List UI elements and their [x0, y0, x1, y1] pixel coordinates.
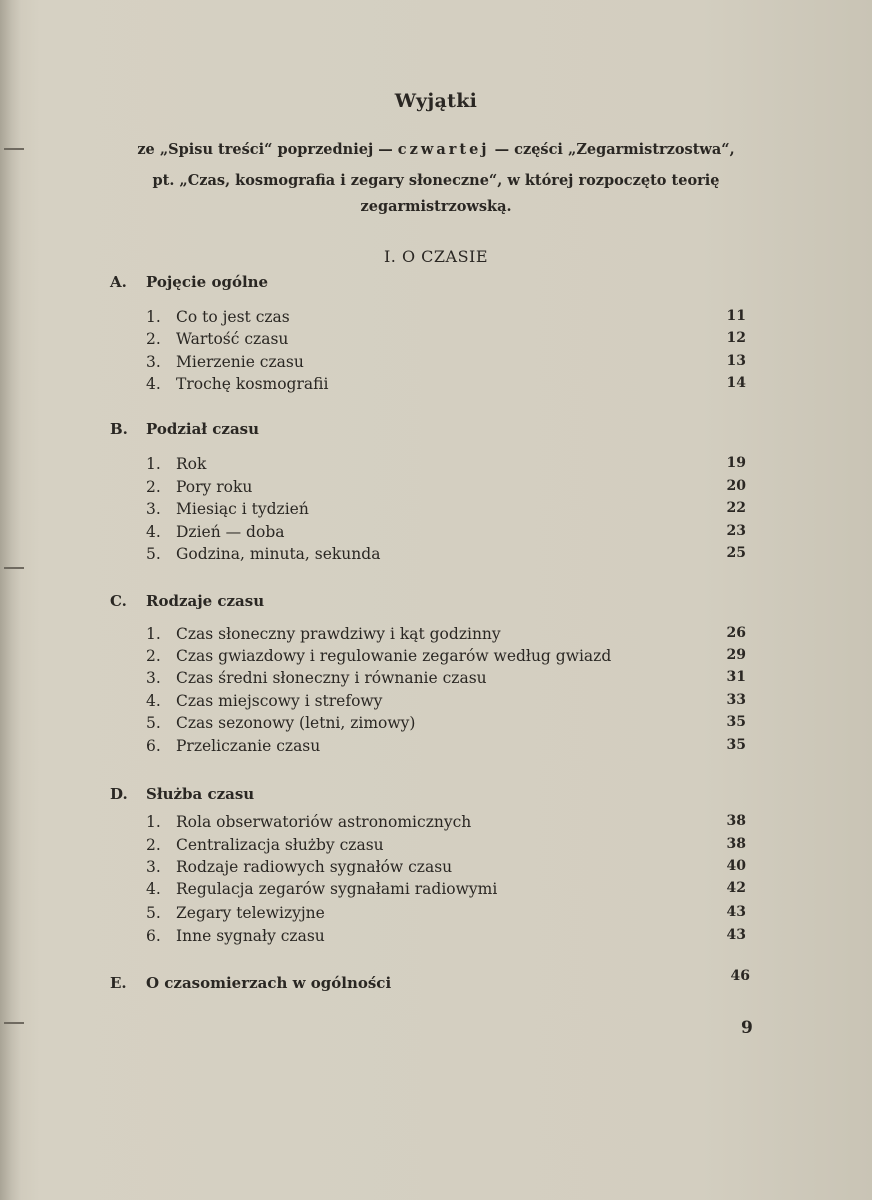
entry-page: 43 [726, 904, 746, 920]
toc-entry [146, 500, 746, 522]
section-title: Służba czasu [146, 785, 255, 803]
section-heading [110, 785, 254, 803]
entry-text: Czas słoneczny prawdziwy i kąt godzinny [176, 625, 501, 643]
toc-entry [146, 308, 746, 330]
toc-entry [146, 647, 746, 669]
entry-text: Przeliczanie czasu [176, 737, 321, 755]
toc-entry [146, 330, 746, 352]
entry-text: Mierzenie czasu [176, 353, 304, 371]
entry-page: 43 [726, 927, 746, 943]
entry-text: Miesiąc i tydzień [176, 500, 309, 518]
entry-page: 12 [726, 330, 746, 346]
entry-text: Czas sezonowy (letni, zimowy) [176, 714, 416, 732]
entry-text: Inne sygnały czasu [176, 927, 325, 945]
entry-number: 2. [146, 478, 161, 496]
intro-spaced-word: czwartej [397, 141, 490, 158]
section-title: Pojęcie ogólne [146, 273, 269, 291]
toc-entry [146, 375, 746, 397]
entry-number: 6. [146, 927, 161, 945]
entry-page: 13 [726, 353, 746, 369]
entry-number: 3. [146, 500, 161, 518]
section-letter: A. [110, 273, 127, 291]
entry-number: 2. [146, 836, 161, 854]
toc-entry [146, 904, 746, 926]
entry-number: 4. [146, 375, 161, 393]
entry-page: 33 [726, 692, 746, 708]
toc-entry [146, 927, 746, 949]
entry-text: Pory roku [176, 478, 253, 496]
toc-entry [146, 880, 746, 902]
section-title: Rodzaje czasu [146, 592, 265, 610]
entry-number: 3. [146, 669, 161, 687]
entry-page: 38 [726, 813, 746, 829]
binding-stitch [4, 567, 24, 569]
section-letter: E. [110, 974, 127, 992]
entry-number: 3. [146, 353, 161, 371]
entry-page: 35 [726, 737, 746, 753]
binding-stitch [4, 1022, 24, 1024]
entry-page: 14 [726, 375, 746, 391]
entry-page: 19 [726, 455, 746, 471]
entry-page: 25 [726, 545, 746, 561]
toc-entry [146, 545, 746, 567]
entry-text: Co to jest czas [176, 308, 290, 326]
toc-entry [146, 625, 746, 647]
entry-number: 1. [146, 813, 161, 831]
entry-number: 5. [146, 714, 161, 732]
entry-number: 5. [146, 904, 161, 922]
entry-page: 29 [726, 647, 746, 663]
entry-page: 31 [726, 669, 746, 685]
section-heading [110, 273, 268, 291]
intro-line-1-end: — części „Zegarmistrzostwa“, [489, 141, 735, 158]
entry-page: 20 [726, 478, 746, 494]
entry-number: 4. [146, 880, 161, 898]
entry-text: Czas gwiazdowy i regulowanie zegarów według gwiazd [176, 647, 612, 665]
entry-text: Regulacja zegarów sygnałami radiowymi [176, 880, 498, 898]
entry-page: 11 [726, 308, 746, 324]
entry-text: Centralizacja służby czasu [176, 836, 384, 854]
entry-text: Zegary telewizyjne [176, 904, 325, 922]
toc-entry [146, 478, 746, 500]
toc-entry [146, 714, 746, 736]
entry-text: Czas średni słoneczny i równanie czasu [176, 669, 487, 687]
intro-line-1-start: ze „Spisu treści“ poprzedniej — [137, 141, 398, 158]
section-heading [110, 968, 750, 992]
intro-line-2: pt. „Czas, kosmografia i zegary słoneczne“, w której rozpoczęto teorię [152, 172, 720, 189]
section-letter: D. [110, 785, 128, 803]
entry-page: 26 [726, 625, 746, 641]
entry-number: 3. [146, 858, 161, 876]
toc-entry [146, 858, 746, 880]
entry-number: 2. [146, 647, 161, 665]
section-letter: C. [110, 592, 127, 610]
section-heading [110, 420, 259, 438]
entry-number: 4. [146, 692, 161, 710]
entry-number: 1. [146, 308, 161, 326]
toc-entry [146, 813, 746, 835]
intro-line-1 [0, 141, 872, 158]
entry-page: 35 [726, 714, 746, 730]
toc-entry [146, 669, 746, 691]
page-title: Wyjątki [394, 90, 478, 112]
entry-number: 5. [146, 545, 161, 563]
toc-entry [146, 353, 746, 375]
entry-page: 46 [730, 968, 750, 984]
entry-page: 22 [726, 500, 746, 516]
section-title: Podział czasu [146, 420, 260, 438]
entry-page: 42 [726, 880, 746, 896]
part-title: I. O CZASIE [383, 247, 489, 266]
entry-text: Godzina, minuta, sekunda [176, 545, 381, 563]
entry-page: 40 [726, 858, 746, 874]
entry-text: Dzień — doba [176, 523, 285, 541]
entry-page: 38 [726, 836, 746, 852]
toc-entry [146, 737, 746, 759]
section-heading [110, 592, 264, 610]
toc-entry [146, 523, 746, 545]
intro-line-3: zegarmistrzowską. [360, 198, 512, 215]
entry-text: Rodzaje radiowych sygnałów czasu [176, 858, 453, 876]
entry-page: 23 [726, 523, 746, 539]
section-letter: B. [110, 420, 128, 438]
section-title: O czasomierzach w ogólności [146, 974, 392, 992]
entry-number: 2. [146, 330, 161, 348]
toc-entry [146, 455, 746, 477]
entry-number: 4. [146, 523, 161, 541]
toc-entry [146, 836, 746, 858]
entry-text: Wartość czasu [176, 330, 289, 348]
entry-text: Czas miejscowy i strefowy [176, 692, 383, 710]
entry-text: Trochę kosmografii [176, 375, 329, 393]
entry-number: 1. [146, 625, 161, 643]
page-number: 9 [741, 1018, 753, 1038]
entry-text: Rok [176, 455, 207, 473]
toc-entry [146, 692, 746, 714]
entry-number: 1. [146, 455, 161, 473]
entry-text: Rola obserwatoriów astronomicznych [176, 813, 472, 831]
entry-number: 6. [146, 737, 161, 755]
